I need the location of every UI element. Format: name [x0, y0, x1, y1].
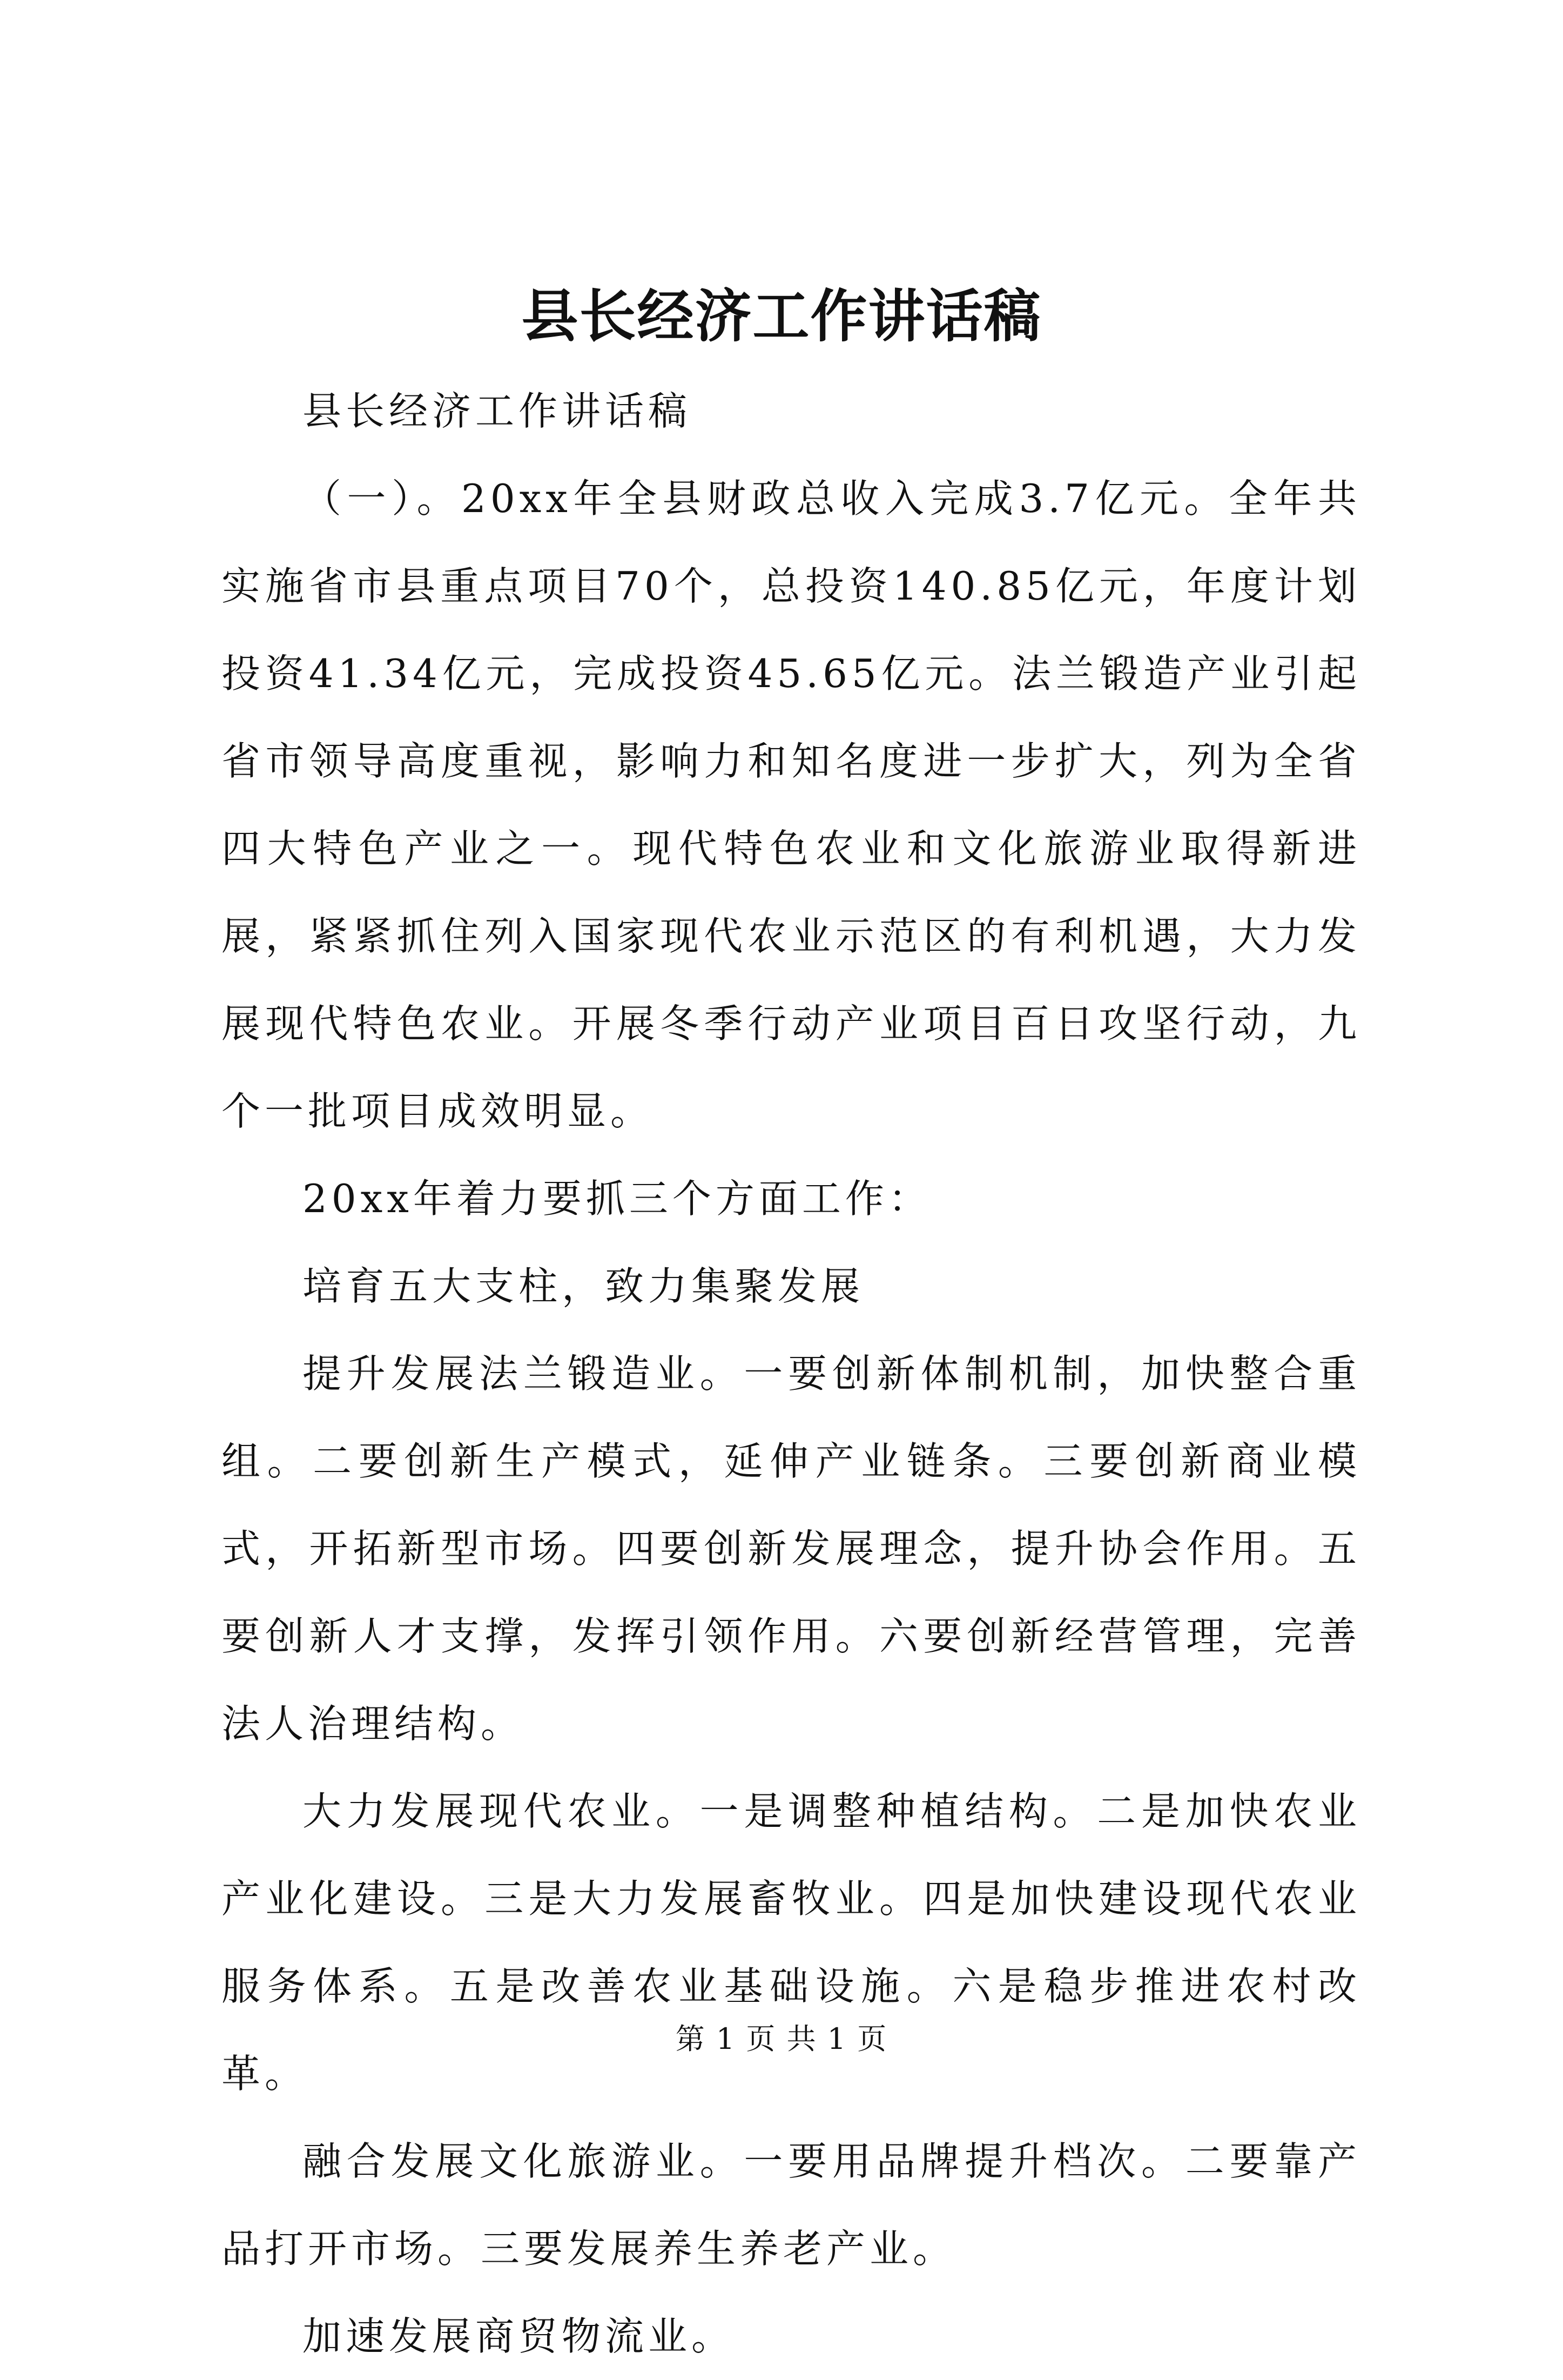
paragraph: 提升发展法兰锻造业。一要创新体制机制，加快整合重组。二要创新生产模式，延伸产业链条。三要创新商业模式，开拓新型市场。四要创新发展理念，提升协会作用。五要创新人才支撑，发挥引领作用。六要创新经营管理，完善法人治理结构。 [221, 1351, 1361, 1746]
paragraph: 20xx年着力要抓三个方面工作： [302, 1176, 932, 1221]
document-title: 县长经济工作讲话稿 [521, 283, 1042, 349]
paragraph: 培育五大支柱，致力集聚发展 [302, 1263, 865, 1309]
paragraph: 融合发展文化旅游业。一要用品牌提升档次。二要靠产品打开市场。三要发展养生养老产业。 [221, 2139, 1361, 2271]
paragraph: 大力发展现代农业。一是调整种植结构。二是加快农业产业化建设。三是大力发展畜牧业。四是加快建设现代农业服务体系。五是改善农业基础设施。六是稳步推进农村改革。 [221, 1789, 1361, 2096]
paragraph: 加速发展商贸物流业。 [302, 2314, 735, 2359]
paragraph: 县长经济工作讲话稿 [302, 388, 692, 434]
document-body [221, 367, 1361, 2380]
paragraph: （一）。20xx年全县财政总收入完成3.7亿元。全年共实施省市县重点项目70个，总投资140.85亿元，年度计划投资41.34亿元，完成投资45.65亿元。法兰锻造产业引起省市领导高度重视，影响力和知名度进一步扩大，列为全省四大特色产业之一。现代特色农业和文化旅游业取得新进展，紧紧抓住列入国家现代农业示范区的有利机遇，大力发展现代特色农业。开展冬季行动产业项目百日攻坚行动，九个一批项目成效明显。 [221, 476, 1361, 1134]
page-number-footer: 第 1 页 共 1 页 [675, 2022, 888, 2056]
